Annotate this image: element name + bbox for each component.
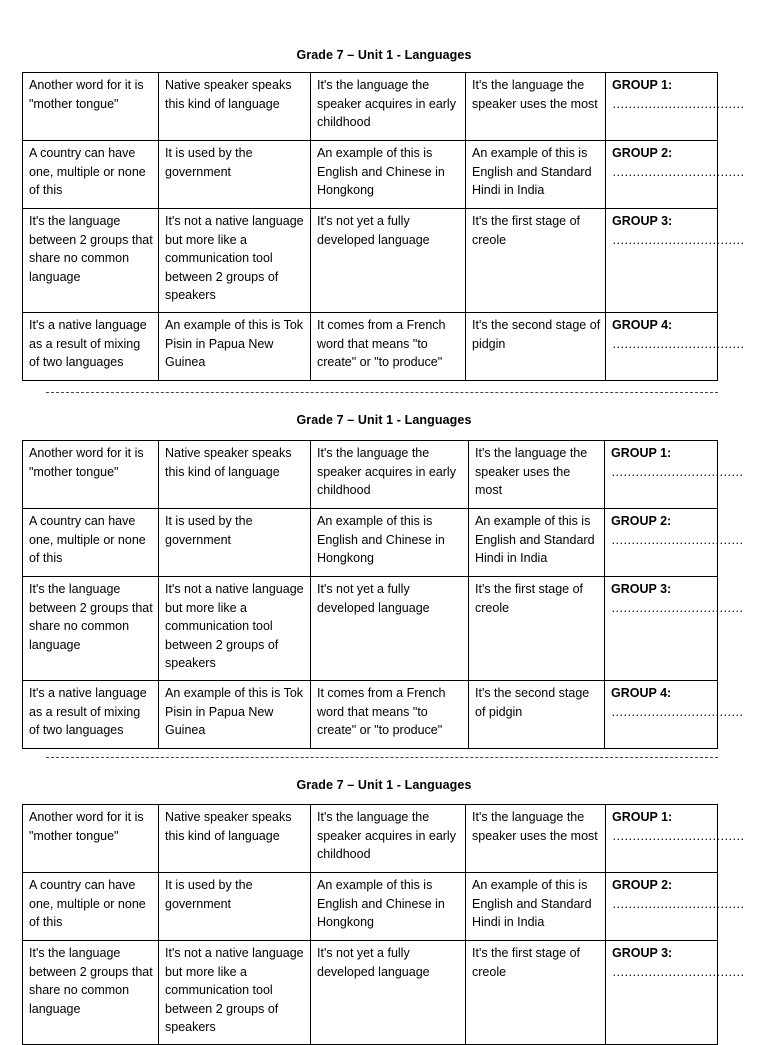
table-cell: It's the language between 2 groups that share no common language <box>23 577 159 681</box>
table-cell: It's not a native language but more like a communication tool between 2 groups of speakers <box>159 577 311 681</box>
cut-line-1 <box>46 392 718 393</box>
table-cell: An example of this is English and Standard Hindi in India <box>466 873 606 941</box>
table-cell: An example of this is English and Chinese in Hongkong <box>311 141 466 209</box>
group-cell <box>606 141 744 209</box>
table-cell: It's a native language as a result of mixing of two languages <box>23 681 159 749</box>
table-cell: An example of this is Tok Pisin in Papua New Guinea <box>159 313 311 381</box>
table-cell: It's the second stage of pidgin <box>469 681 605 749</box>
table-cell: A country can have one, multiple or none of this <box>23 141 159 209</box>
table-cell: It's the language the speaker acquires in early childhood <box>311 441 469 509</box>
worksheet-table-3 <box>22 804 744 1045</box>
group-label: GROUP 2: <box>612 146 673 160</box>
group-label: GROUP 2: <box>611 514 672 528</box>
answer-blank: …………………………… <box>611 464 743 479</box>
group-label: GROUP 4: <box>611 686 672 700</box>
group-cell <box>606 209 744 313</box>
table-cell: Native speaker speaks this kind of language <box>159 441 311 509</box>
group-cell <box>606 313 744 381</box>
table-cell: Another word for it is "mother tongue" <box>23 73 159 141</box>
group-cell <box>605 681 743 749</box>
answer-blank: …………………………… <box>612 828 744 843</box>
table-row <box>23 509 718 577</box>
worksheet-title-2: Grade 7 – Unit 1 - Languages <box>296 413 472 427</box>
table-cell: It's the first stage of creole <box>466 941 606 1045</box>
group-label: GROUP 2: <box>612 878 673 892</box>
group-label: GROUP 3: <box>612 214 673 228</box>
table-row <box>23 141 718 209</box>
table-row <box>23 313 718 381</box>
answer-blank: …………………………… <box>612 964 744 979</box>
table-cell: It's the first stage of creole <box>466 209 606 313</box>
group-cell <box>606 805 744 873</box>
answer-blank: …………………………… <box>612 336 744 351</box>
table-cell: An example of this is English and Standard Hindi in India <box>466 141 606 209</box>
table-cell: It is used by the government <box>159 509 311 577</box>
group-cell <box>606 941 744 1045</box>
table-cell: Another word for it is "mother tongue" <box>23 441 159 509</box>
group-cell <box>606 873 744 941</box>
table-cell: Another word for it is "mother tongue" <box>23 805 159 873</box>
group-label: GROUP 3: <box>612 946 673 960</box>
table-row <box>23 681 718 749</box>
table-cell: An example of this is English and Standard Hindi in India <box>469 509 605 577</box>
group-cell <box>605 577 743 681</box>
answer-blank: …………………………… <box>612 164 744 179</box>
table-cell: A country can have one, multiple or none of this <box>23 509 159 577</box>
table-cell: An example of this is English and Chinese in Hongkong <box>311 509 469 577</box>
table-row <box>23 941 718 1045</box>
group-cell <box>605 441 743 509</box>
cut-line-2 <box>46 757 718 758</box>
worksheet-table-2 <box>22 440 743 749</box>
table-cell: A country can have one, multiple or none of this <box>23 873 159 941</box>
table-row <box>23 577 718 681</box>
table-cell: It's the second stage of pidgin <box>466 313 606 381</box>
table-cell: It's the language the speaker acquires in early childhood <box>311 805 466 873</box>
table-row <box>23 441 718 509</box>
table-cell: It's the language the speaker uses the most <box>466 73 606 141</box>
answer-blank: …………………………… <box>611 704 743 719</box>
table-cell: It comes from a French word that means "to create" or "to produce" <box>311 313 466 381</box>
table-row <box>23 805 718 873</box>
table-row <box>23 209 718 313</box>
table-row <box>23 73 718 141</box>
table-cell: It's the first stage of creole <box>469 577 605 681</box>
table-cell: An example of this is English and Chinese in Hongkong <box>311 873 466 941</box>
table-row <box>23 873 718 941</box>
table-cell: It's the language the speaker uses the most <box>469 441 605 509</box>
answer-blank: …………………………… <box>612 96 744 111</box>
table-cell: It's the language the speaker acquires in early childhood <box>311 73 466 141</box>
group-label: GROUP 4: <box>612 318 673 332</box>
table-cell: It's not a native language but more like a communication tool between 2 groups of speakers <box>159 941 311 1045</box>
table-cell: It's not yet a fully developed language <box>311 941 466 1045</box>
answer-blank: …………………………… <box>612 232 744 247</box>
table-cell: It's a native language as a result of mixing of two languages <box>23 313 159 381</box>
group-label: GROUP 3: <box>611 582 672 596</box>
table-cell: It is used by the government <box>159 141 311 209</box>
group-cell <box>605 509 743 577</box>
table-cell: An example of this is Tok Pisin in Papua New Guinea <box>159 681 311 749</box>
group-label: GROUP 1: <box>612 78 673 92</box>
table-cell: Native speaker speaks this kind of language <box>159 73 311 141</box>
table-cell: It's not yet a fully developed language <box>311 577 469 681</box>
table-cell: It's the language between 2 groups that share no common language <box>23 941 159 1045</box>
table-cell: It's the language between 2 groups that share no common language <box>23 209 159 313</box>
table-cell: It is used by the government <box>159 873 311 941</box>
table-cell: Native speaker speaks this kind of language <box>159 805 311 873</box>
worksheet-title-3: Grade 7 – Unit 1 - Languages <box>296 778 472 792</box>
answer-blank: …………………………… <box>611 532 743 547</box>
worksheet-title-1: Grade 7 – Unit 1 - Languages <box>296 48 472 62</box>
table-cell: It's not a native language but more like a communication tool between 2 groups of speakers <box>159 209 311 313</box>
group-label: GROUP 1: <box>612 810 673 824</box>
answer-blank: …………………………… <box>611 600 743 615</box>
table-cell: It's not yet a fully developed language <box>311 209 466 313</box>
answer-blank: …………………………… <box>612 896 744 911</box>
table-cell: It's the language the speaker uses the most <box>466 805 606 873</box>
group-cell <box>606 73 744 141</box>
group-label: GROUP 1: <box>611 446 672 460</box>
table-cell: It comes from a French word that means "to create" or "to produce" <box>311 681 469 749</box>
worksheet-table-1 <box>22 72 744 381</box>
